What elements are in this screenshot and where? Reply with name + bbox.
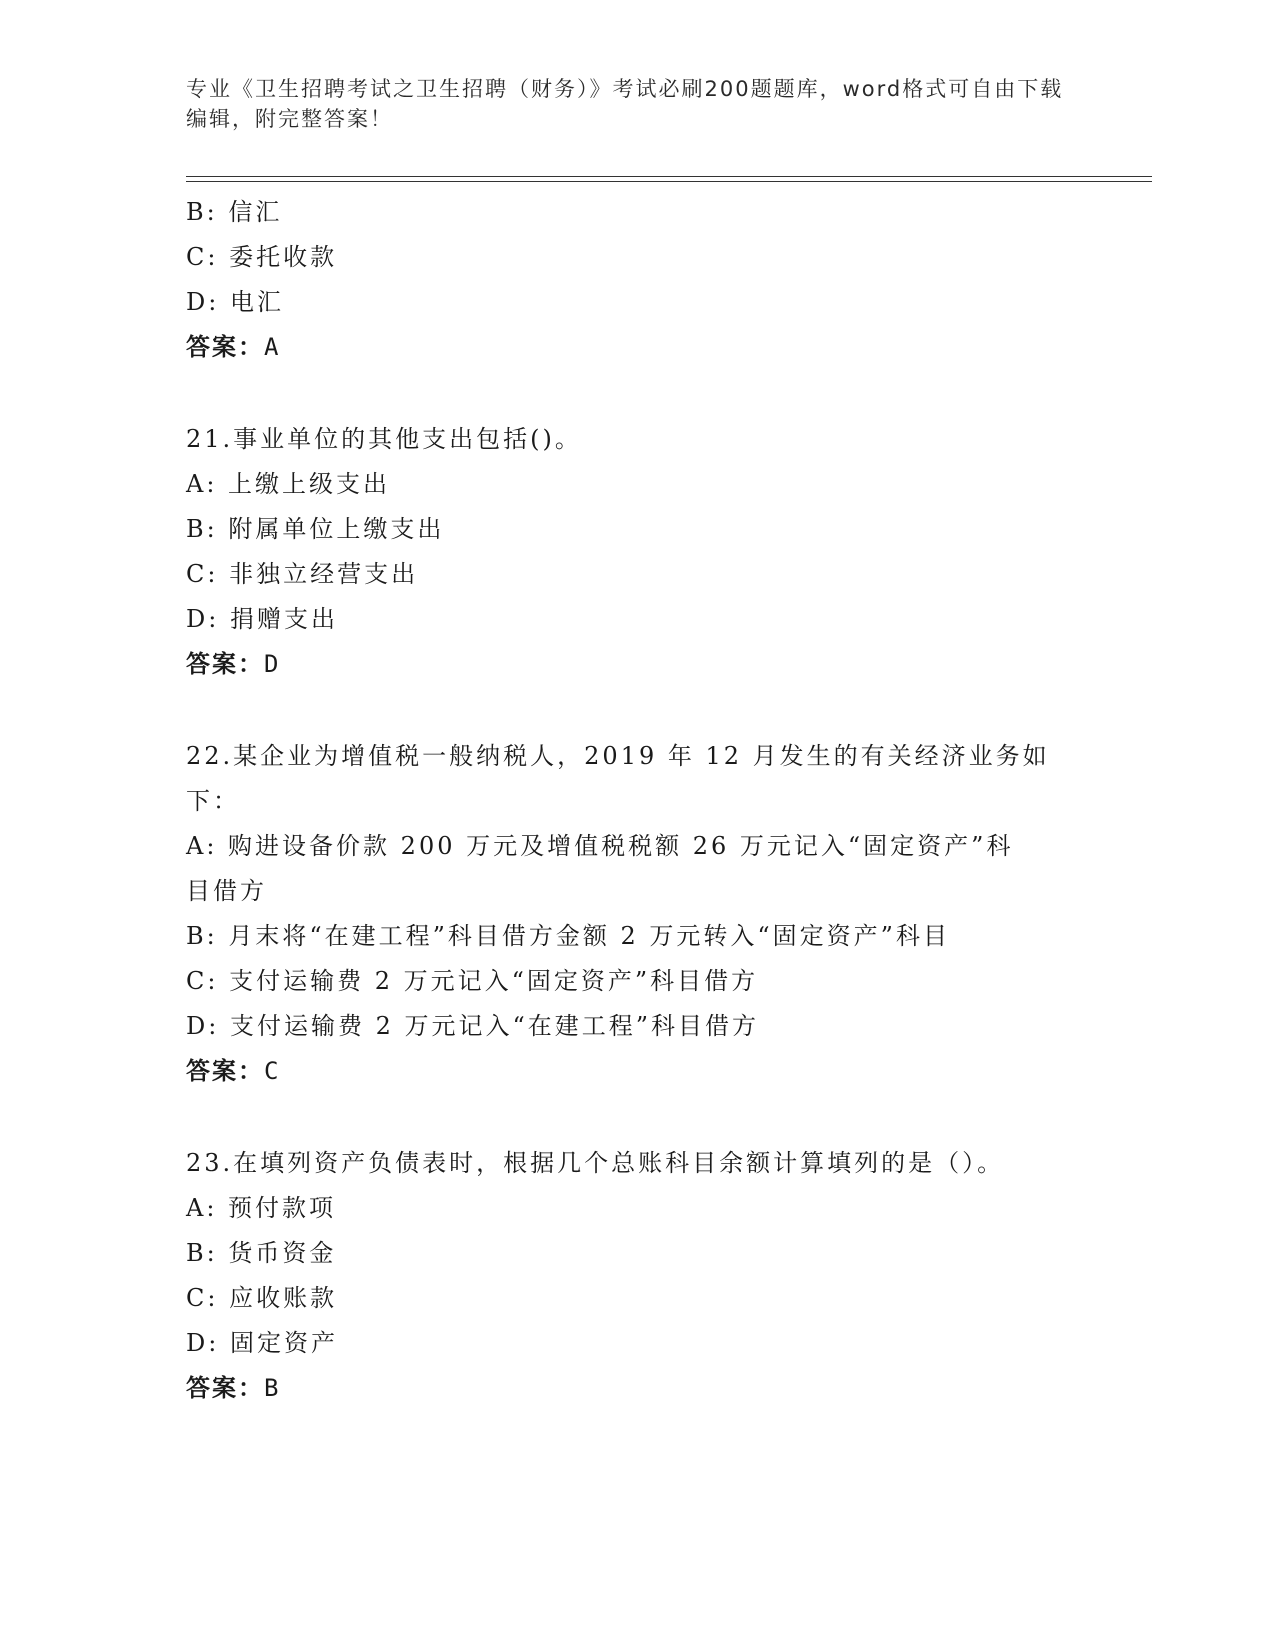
option-d: D: 电汇 xyxy=(186,288,284,316)
question-23 xyxy=(186,1141,1066,1411)
question-22 xyxy=(186,734,1066,1094)
option-a-continued: 目借方 xyxy=(186,877,267,905)
question-stem: 21.事业单位的其他支出包括()。 xyxy=(186,425,582,453)
question-list xyxy=(186,190,1066,1411)
option-b: B: 货币资金 xyxy=(186,1239,337,1267)
document-header: 专业《卫生招聘考试之卫生招聘（财务）》考试必刷200题题库，word格式可自由下载编辑，附完整答案！ xyxy=(186,77,1064,131)
option-c: C: 应收账款 xyxy=(186,1284,338,1312)
option-a: A: 上缴上级支出 xyxy=(186,470,391,498)
answer-line: 答案：A xyxy=(186,333,282,361)
question-stem: 23.在填列资产负债表时，根据几个总账科目余额计算填列的是（）。 xyxy=(186,1149,1005,1177)
option-c: C: 非独立经营支出 xyxy=(186,560,419,588)
question-stem-continued: 下： xyxy=(186,787,240,815)
question-21 xyxy=(186,417,1066,687)
header-divider-top xyxy=(186,176,1152,177)
option-d: D: 捐赠支出 xyxy=(186,605,338,633)
option-b: B: 月末将“在建工程”科目借方金额 2 万元转入“固定资产”科目 xyxy=(186,922,950,950)
answer-line: 答案：B xyxy=(186,1374,282,1402)
option-c: C: 支付运输费 2 万元记入“固定资产”科目借方 xyxy=(186,967,759,995)
answer-line: 答案：D xyxy=(186,650,282,678)
answer-line: 答案：C xyxy=(186,1057,282,1085)
option-d: D: 支付运输费 2 万元记入“在建工程”科目借方 xyxy=(186,1012,760,1040)
option-b: B: 附属单位上缴支出 xyxy=(186,515,445,543)
option-c: C: 委托收款 xyxy=(186,243,338,271)
option-a: A: 预付款项 xyxy=(186,1194,337,1222)
question-stem: 22.某企业为增值税一般纳税人，2019 年 12 月发生的有关经济业务如 xyxy=(186,742,1050,770)
question-20-continued xyxy=(186,190,1066,370)
option-a: A: 购进设备价款 200 万元及增值税税额 26 万元记入“固定资产”科 xyxy=(186,832,1014,860)
header-divider-bottom xyxy=(186,181,1152,182)
option-d: D: 固定资产 xyxy=(186,1329,338,1357)
option-b: B: 信汇 xyxy=(186,198,283,226)
